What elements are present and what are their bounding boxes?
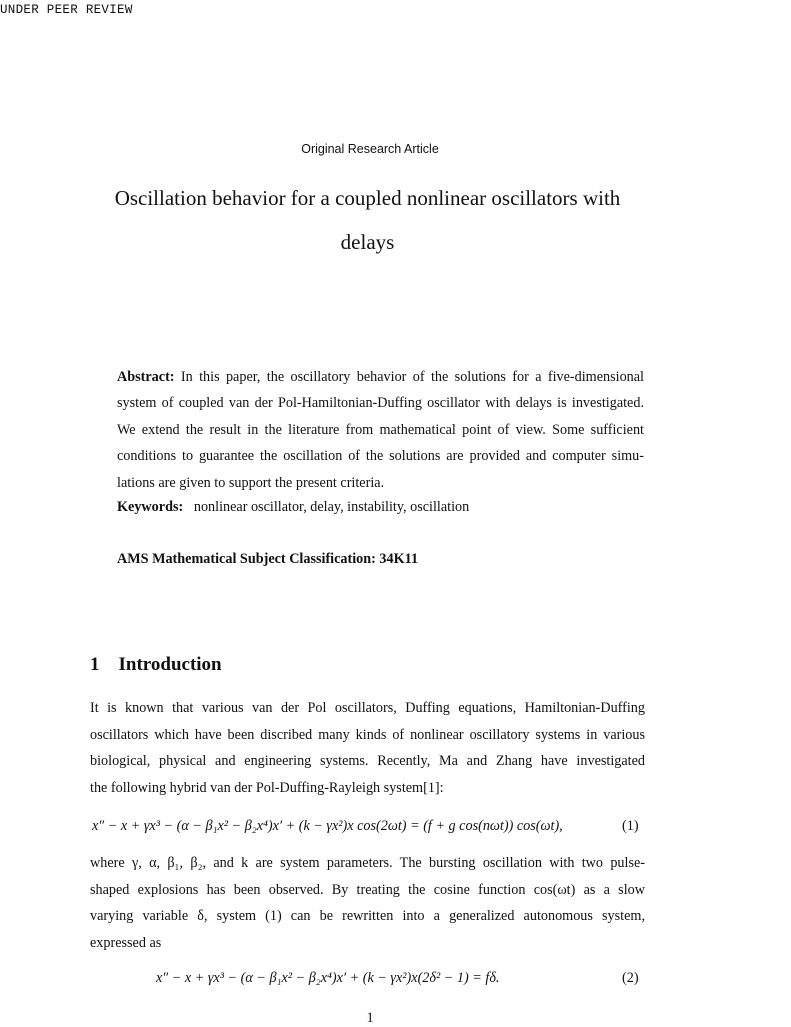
text-line: expressed as: [90, 934, 162, 951]
equation-2-number: (2): [622, 970, 639, 986]
text-line: biological, physical and engineering systems. Recently, Ma and Zhang have investigated: [90, 753, 645, 769]
text-line: It is known that various van der Pol oscillators, Duffing equations, Hamiltonian-Duffing: [90, 700, 645, 716]
ams-classification: AMS Mathematical Subject Classification: 34K11: [117, 551, 419, 567]
text-line: shaped explosions has been observed. By treating the cosine function cos(ωt) as a slow: [90, 881, 645, 898]
equation-1-number: (1): [622, 818, 639, 834]
article-type: Original Research Article: [301, 142, 439, 156]
keywords-label: Keywords:: [117, 499, 184, 515]
abstract-line: conditions to guarantee the oscillation of the solutions are provided and computer simu-: [117, 448, 644, 464]
intro-paragraph-2: [90, 850, 645, 956]
paper-title-line2: delays: [340, 230, 395, 254]
section-title: Introduction: [118, 654, 222, 675]
text-line: the following hybrid van der Pol-Duffing-Rayleigh system[1]:: [90, 779, 444, 796]
section-heading: [90, 654, 222, 676]
intro-paragraph-1: [90, 695, 645, 801]
abstract-line: We extend the result in the literature from mathematical point of view. Some sufficient: [117, 421, 644, 438]
equation-2: x″ − x + γx³ − (α − β₁x² − β₂x⁴)x′ + (k − γx²)x(2δ² − 1) = fδ.: [156, 970, 500, 986]
text-line: where γ, α, β₁, β₂, and k are system parameters. The bursting oscillation with two pulse-: [90, 855, 645, 871]
text-line: oscillators which have been discribed many kinds of nonlinear oscillatory systems in various: [90, 726, 645, 743]
keywords-list: nonlinear oscillator, delay, instability, oscillation: [193, 499, 470, 515]
page-number: 1: [366, 1010, 374, 1026]
paper-title-line1: Oscillation behavior for a coupled nonlinear oscillators with: [114, 186, 621, 210]
review-stamp: UNDER PEER REVIEW: [0, 3, 133, 17]
abstract-body: [117, 390, 644, 496]
section-number: 1: [90, 654, 100, 675]
abstract-line: system of coupled van der Pol-Hamiltonian-Duffing oscillator with delays is investigated.: [117, 395, 644, 411]
abstract-line: lations are given to support the present criteria.: [117, 474, 385, 491]
keywords: [117, 494, 644, 521]
abstract-line: In this paper, the oscillatory behavior of the solutions for a five-dimensional: [174, 369, 644, 385]
abstract-label: Abstract:: [117, 369, 175, 385]
abstract: [117, 364, 644, 391]
equation-1: x″ − x + γx³ − (α − β₁x² − β₂x⁴)x′ + (k − γx²)x cos(2ωt) = (f + g cos(nωt)) cos(ωt),: [92, 818, 563, 834]
text-line: varying variable δ, system (1) can be rewritten into a generalized autonomous system,: [90, 908, 645, 924]
